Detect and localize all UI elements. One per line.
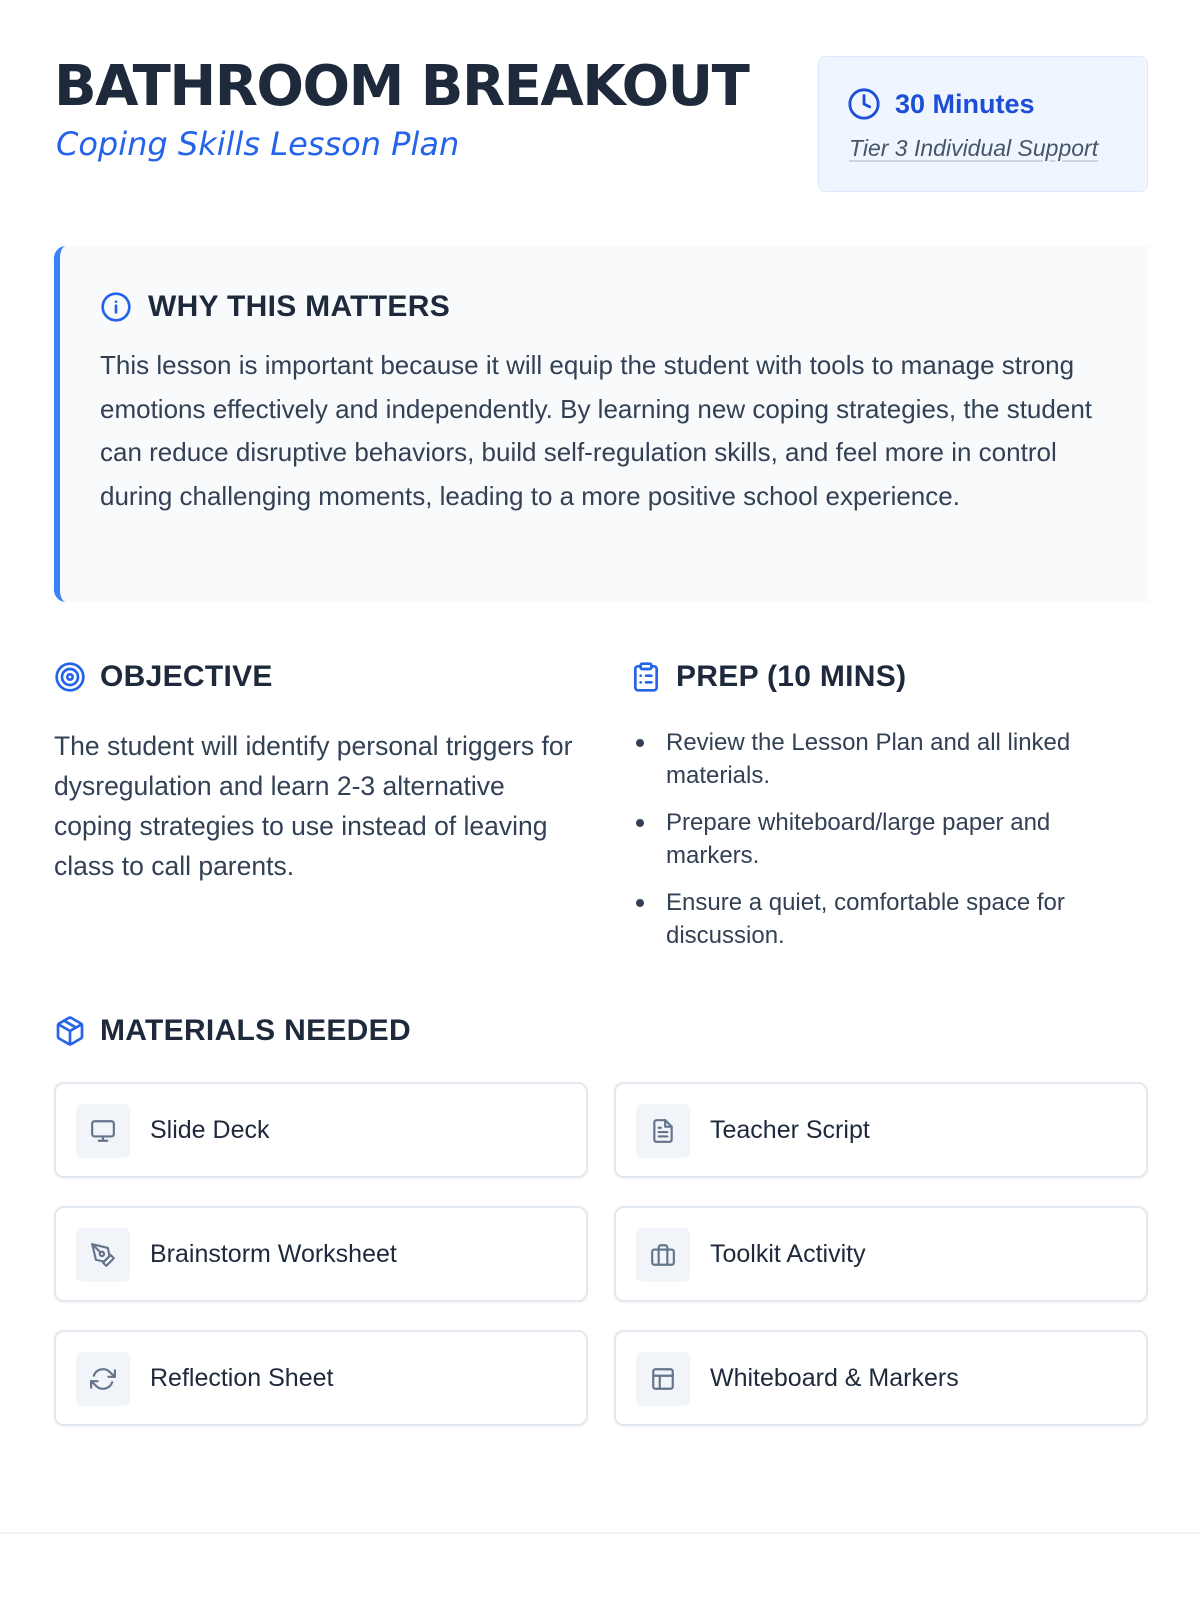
why-body: This lesson is important because it will equip the student with tools to manage strong emotions effectively and independently. By learning new coping strategies, the student can reduce disruptive behaviors, build self-regulation skills, and feel more in control during challenging moments, leading to a more positive school experience. <box>100 350 1092 511</box>
material-card-toolkit-activity[interactable] <box>614 1206 1148 1302</box>
material-label: Slide Deck <box>150 1115 270 1144</box>
duration-text: 30 Minutes <box>895 88 1035 119</box>
duration-row <box>847 87 1035 121</box>
material-label: Toolkit Activity <box>710 1239 866 1268</box>
why-this-matters-panel <box>54 246 1148 602</box>
document-icon <box>650 1118 676 1144</box>
prep-title: PREP (10 MINS) <box>676 660 907 693</box>
objective-header <box>54 660 273 694</box>
material-label: Brainstorm Worksheet <box>150 1239 397 1268</box>
briefcase-icon <box>650 1242 676 1268</box>
prep-item: Review the Lesson Plan and all linked materials. <box>630 726 1130 792</box>
material-card-slide-deck[interactable] <box>54 1082 588 1178</box>
refresh-icon <box>90 1366 116 1392</box>
layout-icon <box>650 1366 676 1392</box>
header <box>54 56 1148 192</box>
materials-title: MATERIALS NEEDED <box>100 1014 411 1047</box>
material-card-brainstorm-worksheet[interactable] <box>54 1206 588 1302</box>
materials-header <box>54 1014 411 1048</box>
objective-title: OBJECTIVE <box>100 660 273 693</box>
duration-card <box>818 56 1148 192</box>
prep-list <box>630 726 1130 966</box>
info-icon <box>100 291 132 323</box>
target-icon <box>54 661 86 693</box>
tier-text: Tier 3 Individual Support <box>849 135 1099 161</box>
prep-item: Prepare whiteboard/large paper and markers. <box>630 806 1130 872</box>
material-card-whiteboard-markers[interactable] <box>614 1330 1148 1426</box>
material-label: Teacher Script <box>710 1115 870 1144</box>
clock-icon <box>847 87 881 121</box>
objective-body: The student will identify personal triggers for dysregulation and learn 2-3 alternative coping strategies to use instead of leaving class to call parents. <box>54 731 573 881</box>
monitor-icon <box>90 1118 116 1144</box>
prep-item: Ensure a quiet, comfortable space for discussion. <box>630 886 1130 952</box>
material-card-reflection-sheet[interactable] <box>54 1330 588 1426</box>
footer-divider <box>0 1532 1200 1534</box>
page-subtitle: Coping Skills Lesson Plan <box>56 125 460 163</box>
why-header <box>100 290 450 324</box>
material-label: Whiteboard & Markers <box>710 1363 959 1392</box>
material-label: Reflection Sheet <box>150 1363 334 1392</box>
why-title: WHY THIS MATTERS <box>148 290 451 323</box>
prep-header <box>630 660 906 694</box>
clipboard-list-icon <box>630 661 662 693</box>
package-icon <box>54 1015 86 1047</box>
pen-tool-icon <box>90 1242 116 1268</box>
material-card-teacher-script[interactable] <box>614 1082 1148 1178</box>
page-title: BATHROOM BREAKOUT <box>54 54 749 119</box>
